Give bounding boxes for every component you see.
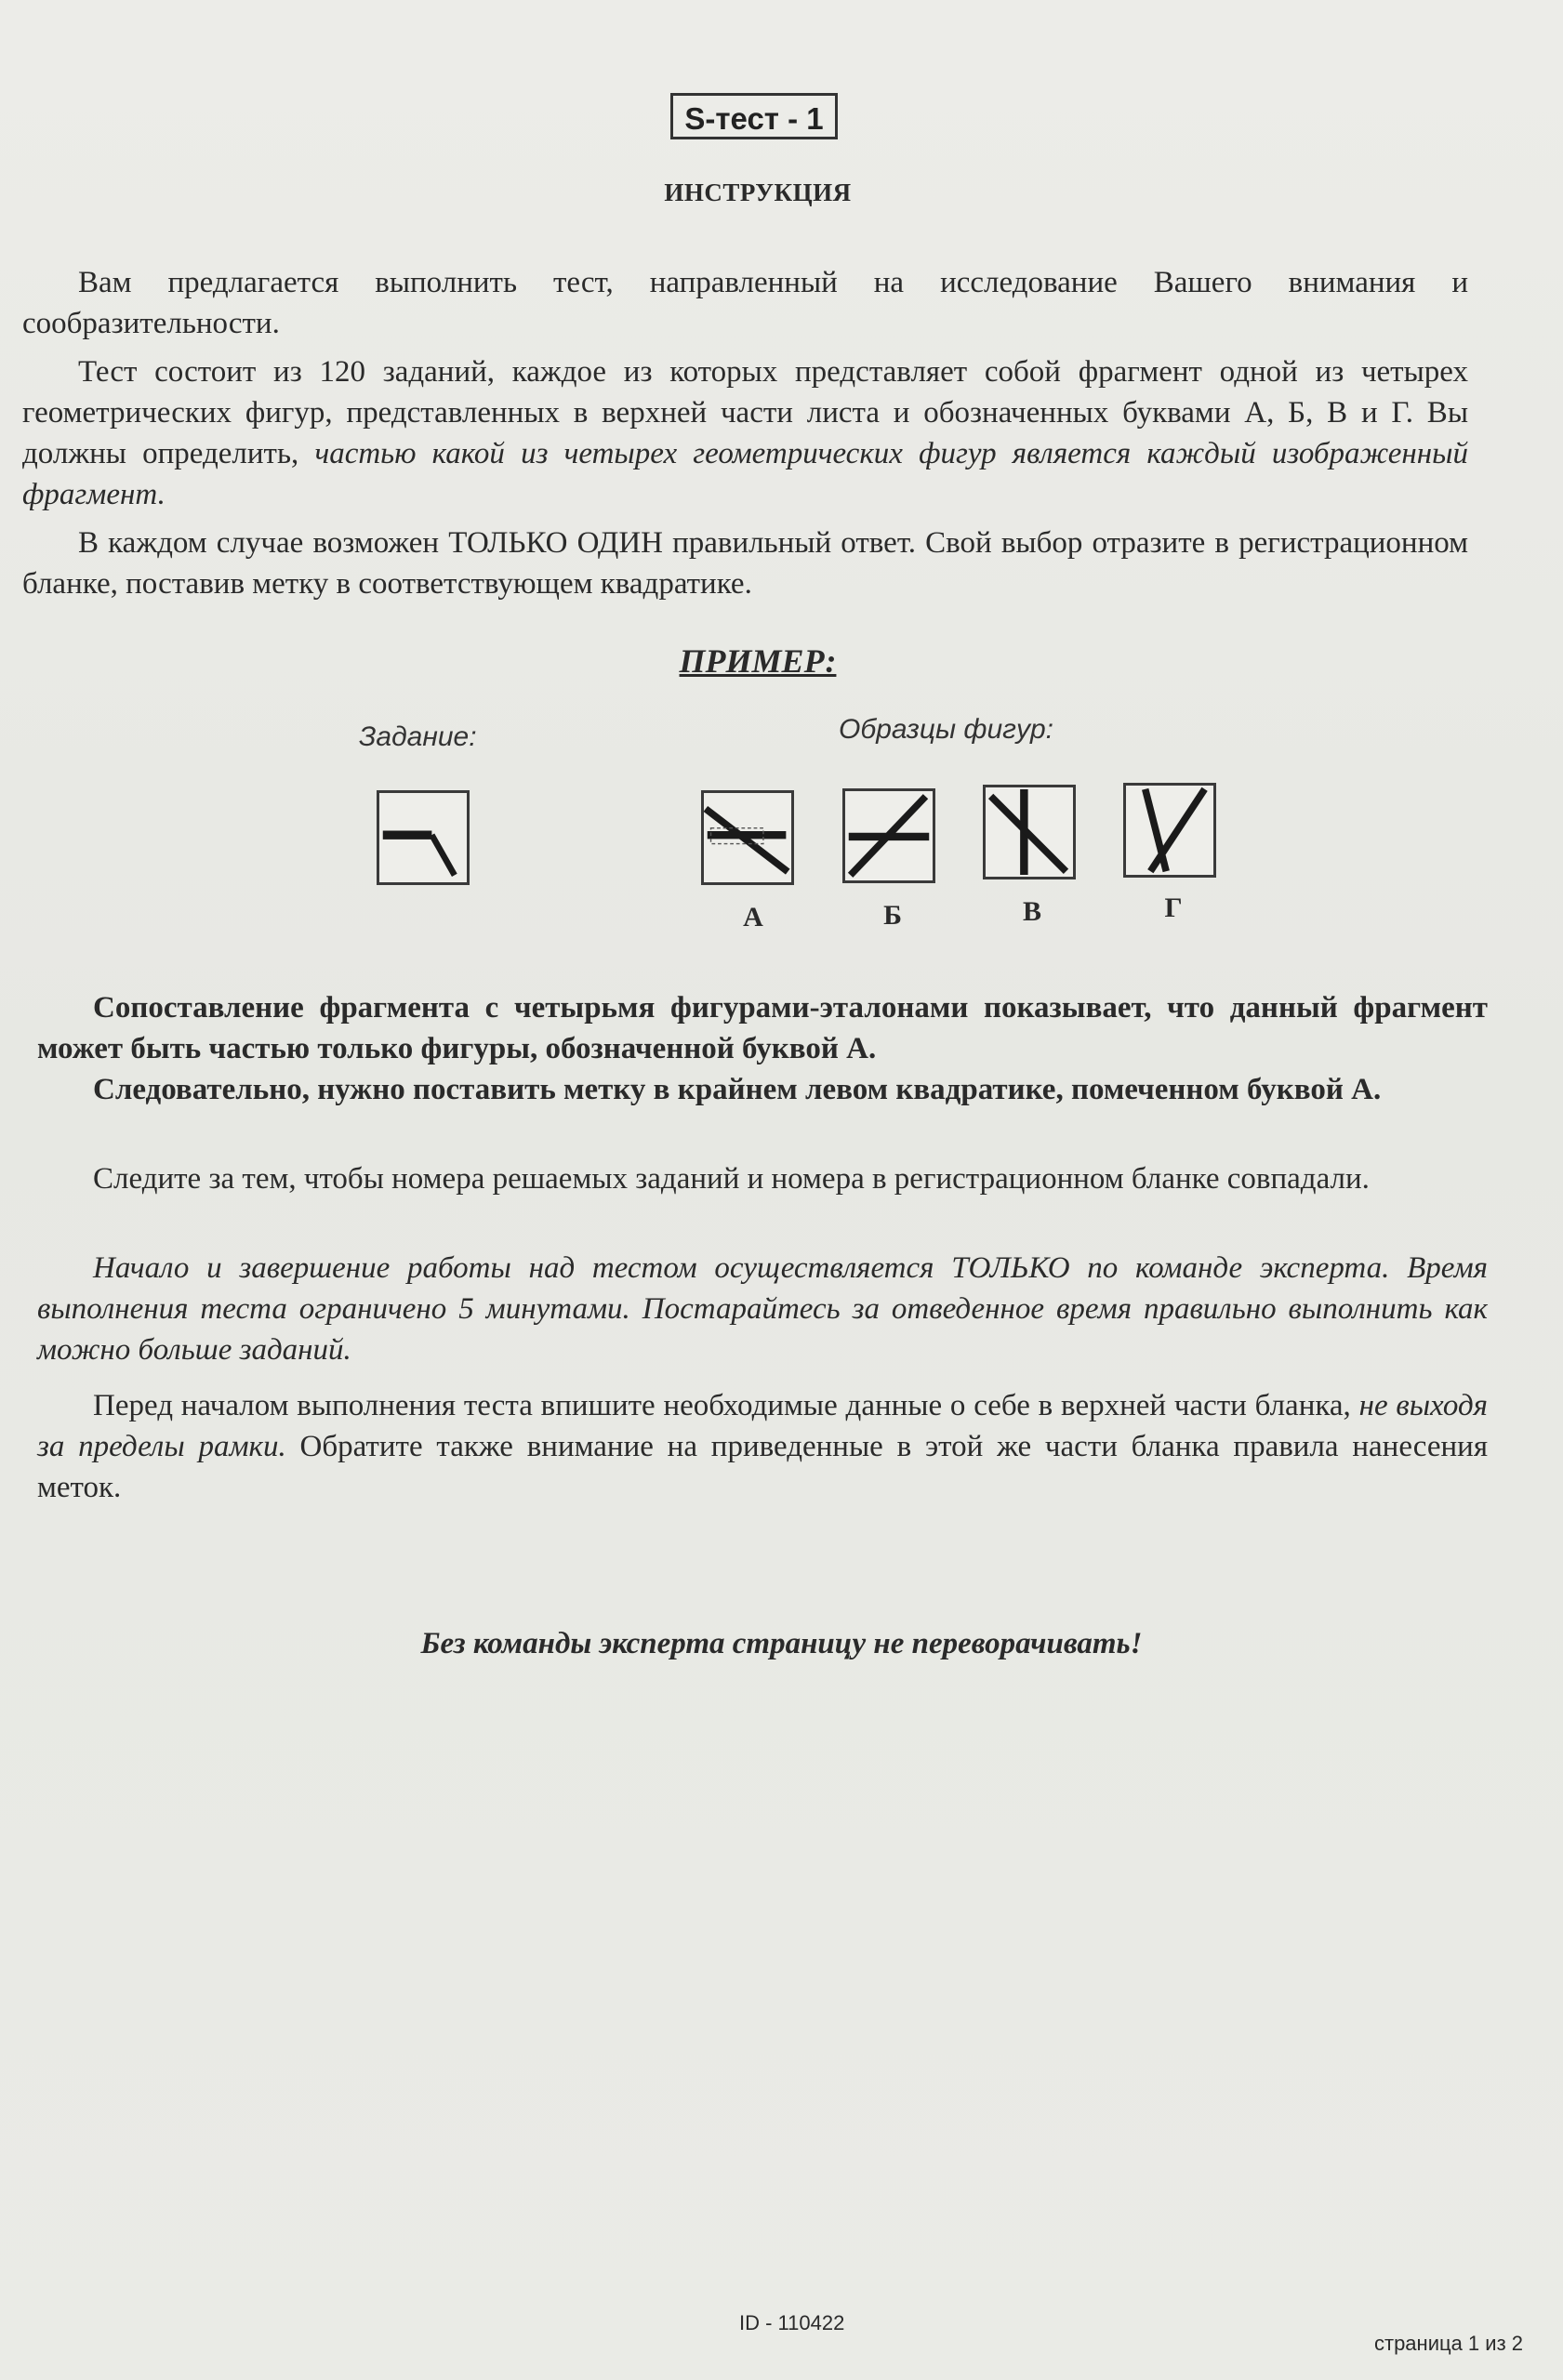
paragraph-form-data-text: Перед началом выполнения теста впишите необходимые данные о себе в верхней части бланка, xyxy=(93,1389,1359,1422)
page-number: страница 1 из 2 xyxy=(1374,2332,1524,2355)
paragraph-description xyxy=(22,351,1468,515)
test-title: S-тест - 1 xyxy=(670,93,838,139)
document-id: ID - 110422 xyxy=(739,2311,845,2334)
paragraph-form-data-tail: Обратите также внимание на приведенные в этой же части бланка правила нанесения меток. xyxy=(37,1430,1489,1504)
do-not-turn-warning: Без команды эксперта страницу не переворачивать! xyxy=(420,1627,1143,1660)
paragraph-intro: Вам предлагается выполнить тест, направленный на исследование Вашего внимания и сообразительности. xyxy=(22,266,1468,340)
paragraph-timing: Начало и завершение работы над тестом осуществляется ТОЛЬКО по команде эксперта. Время выполнения теста ограничено 5 минутами. Постарайтесь за отведенное время правильно выполнить как можно больше заданий. xyxy=(37,1251,1488,1367)
example-label: ПРИМЕР: xyxy=(679,642,837,680)
paragraph-conclusion: Следовательно, нужно поставить метку в крайнем левом квадратике, помеченном буквой А. xyxy=(93,1073,1382,1106)
figure-letter-v: В xyxy=(1022,896,1041,927)
paragraph-description-emphasis: частью какой из четырех геометрических фигур является каждый изображенный фрагмент. xyxy=(22,437,1468,511)
paragraph-comparison: Сопоставление фрагмента с четырьмя фигурами-эталонами показывает, что данный фрагмент может быть частью только фигуры, обозначенной буквой А. xyxy=(37,991,1488,1065)
paragraph-numbers: Следите за тем, чтобы номера решаемых заданий и номера в регистрационном бланке совпадали. xyxy=(93,1162,1370,1196)
sample-figure-g xyxy=(1123,783,1216,878)
figure-letter-b: Б xyxy=(883,900,902,931)
paragraph-form-data-emphasis: не выходя за пределы рамки. xyxy=(37,1389,1488,1463)
paragraph-description-text: Тест состоит из 120 заданий, каждое из которых представляет собой фрагмент одной из четырех геометрических фигур, представленных в верхней части листа и обозначенных буквами А, Б, В и Г. Вы должны определить, xyxy=(22,355,1468,470)
sample-figure-a xyxy=(701,790,794,885)
task-fragment-figure xyxy=(377,790,470,885)
samples-label: Образцы фигур: xyxy=(839,714,1053,745)
figure-letter-g: Г xyxy=(1164,892,1183,923)
paragraph-form-data xyxy=(37,1385,1488,1508)
instruction-heading: ИНСТРУКЦИЯ xyxy=(664,178,852,206)
task-label: Задание: xyxy=(359,721,477,752)
figure-letter-a: А xyxy=(743,902,763,932)
sample-figure-v xyxy=(983,785,1076,879)
sample-figure-b xyxy=(842,788,935,883)
paragraph-answer-rule: В каждом случае возможен ТОЛЬКО ОДИН правильный ответ. Свой выбор отразите в регистрационном бланке, поставив метку в соответствующем квадратике. xyxy=(22,526,1468,601)
